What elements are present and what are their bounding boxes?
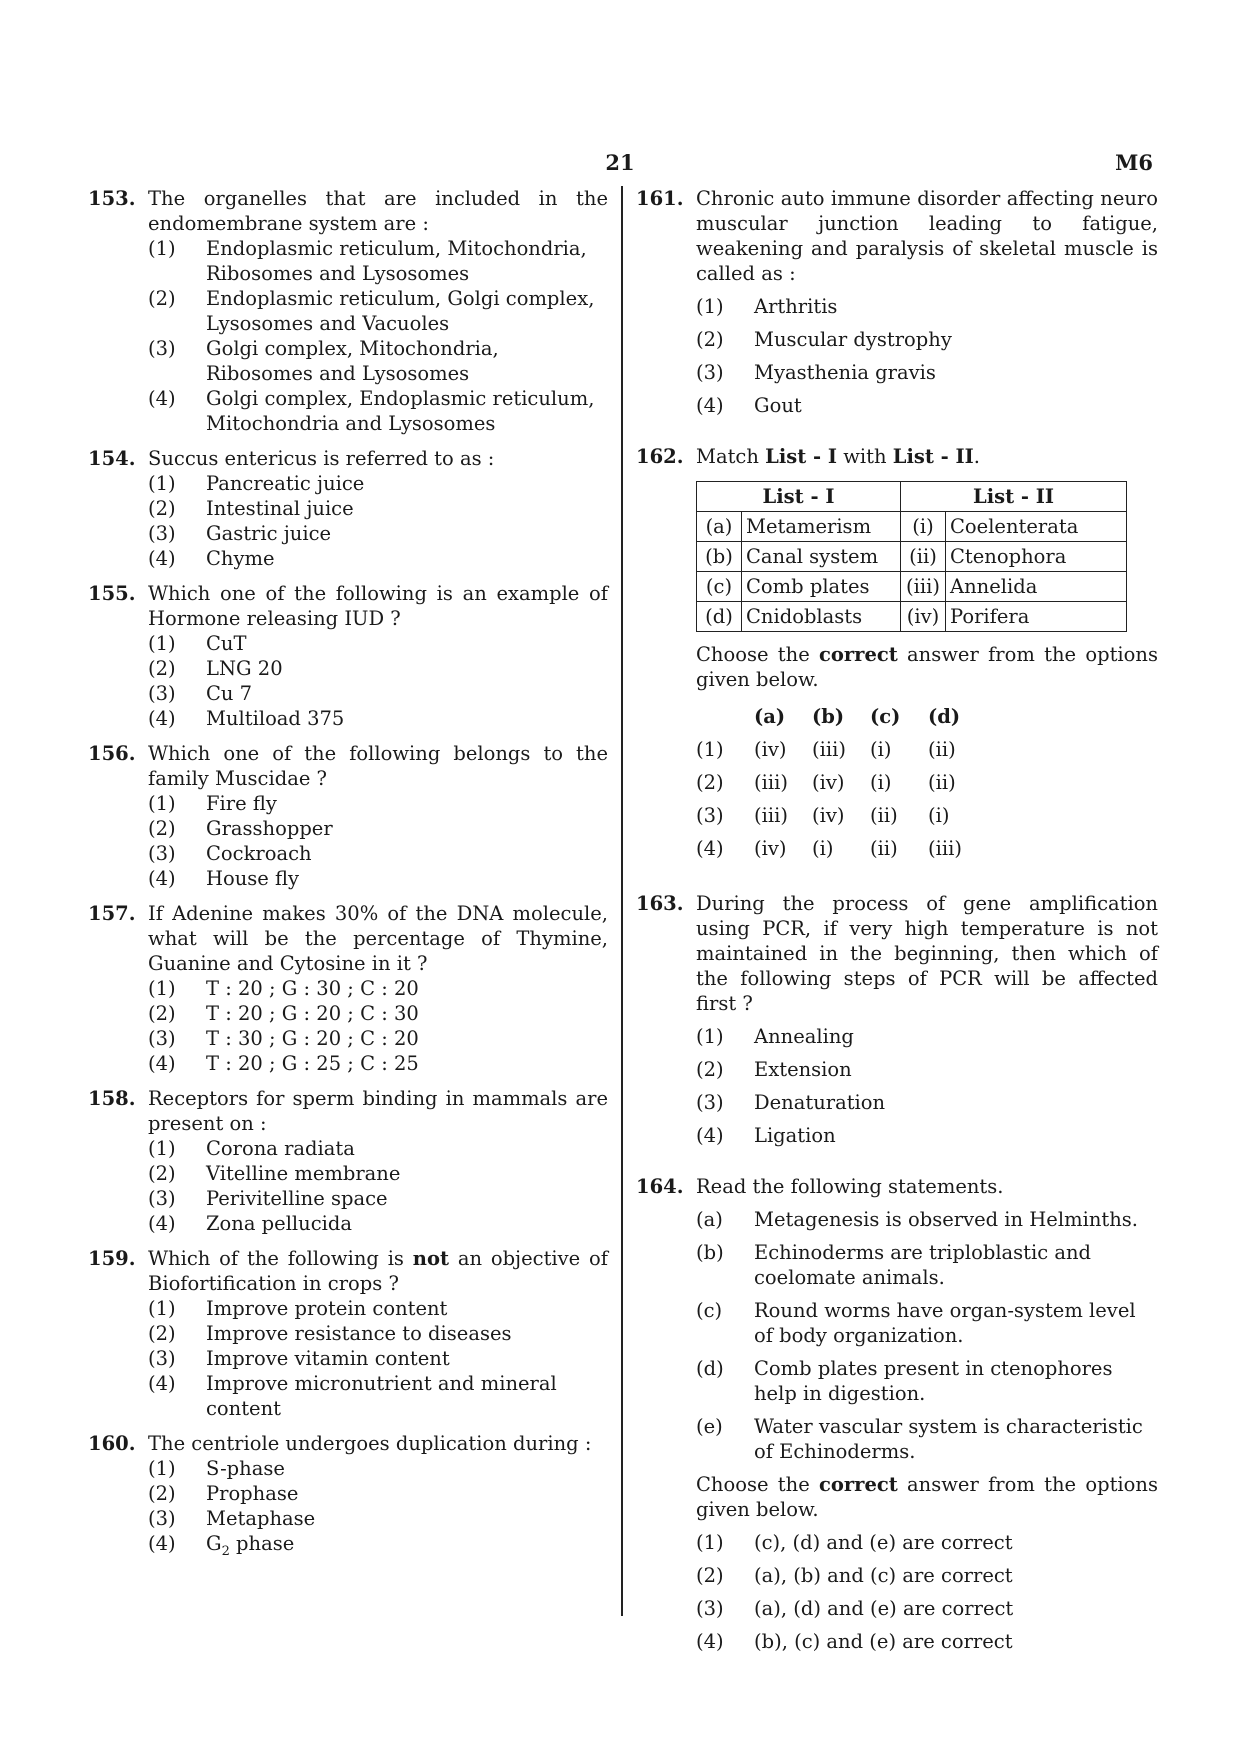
list-2-item: Ctenophora	[946, 542, 1127, 572]
option	[148, 1211, 608, 1236]
option-number: (2)	[148, 497, 176, 520]
option-number: (2)	[696, 1564, 724, 1587]
option-text: Denaturation	[754, 1091, 886, 1114]
option-number: (4)	[696, 1124, 724, 1147]
option	[148, 546, 608, 571]
option-text: Improve micronutrient and mineral content	[206, 1372, 557, 1420]
option	[148, 1321, 608, 1346]
option	[148, 1001, 608, 1026]
list-1-item: Comb plates	[742, 572, 901, 602]
question-162	[636, 444, 1158, 865]
option-number: (3)	[696, 1091, 724, 1114]
statement-text: Metagenesis is observed in Helminths.	[754, 1208, 1138, 1231]
option	[148, 1531, 608, 1559]
question-text: The organelles that are included in the endomembrane system are :	[148, 187, 608, 235]
question-text-part: an objective of Biofortification in crops ?	[148, 1247, 608, 1295]
option-number: (2)	[696, 1058, 724, 1081]
list-1-item: Canal system	[742, 542, 901, 572]
option	[696, 1090, 1158, 1115]
answer-cell: (iv)	[754, 738, 787, 761]
option	[148, 286, 608, 336]
statement-label: (d)	[696, 1357, 724, 1380]
option-text: (c), (d) and (e) are correct	[754, 1531, 1013, 1554]
option-number: (1)	[148, 237, 176, 260]
option-text: LNG 20	[206, 657, 283, 680]
list-1-item: Metamerism	[742, 512, 901, 542]
option	[148, 336, 608, 386]
option	[696, 1530, 1158, 1555]
option-text: Endoplasmic reticulum, Mitochondria, Ribosomes and Lysosomes	[206, 237, 587, 285]
answer-cell: (ii)	[928, 738, 956, 761]
option-number: (2)	[148, 287, 176, 310]
option	[696, 393, 1158, 418]
emphasis-text: correct	[819, 643, 898, 666]
subscript: 2	[221, 1543, 230, 1559]
answer-row	[696, 832, 986, 865]
option-text: Prophase	[206, 1482, 299, 1505]
option-text: Arthritis	[754, 295, 838, 318]
list-2-label: (i)	[901, 512, 946, 542]
option-text: Pancreatic juice	[206, 472, 365, 495]
option	[148, 1346, 608, 1371]
answer-cell: (iii)	[812, 738, 846, 761]
option-text	[206, 1531, 608, 1559]
answer-cell: (iv)	[812, 771, 845, 794]
option-number: (3)	[148, 1187, 176, 1210]
list-1-label: (d)	[697, 602, 742, 632]
answer-column-c: (c)	[870, 705, 901, 728]
option-number: (1)	[148, 472, 176, 495]
list-2-item: Annelida	[946, 572, 1127, 602]
answer-row	[696, 733, 986, 766]
option	[148, 1481, 608, 1506]
question-number: 154.	[88, 447, 136, 470]
option-number: (3)	[148, 1027, 176, 1050]
question-number: 155.	[88, 582, 136, 605]
option-number: (2)	[148, 1482, 176, 1505]
option	[148, 706, 608, 731]
table-row	[697, 572, 1127, 602]
statement	[696, 1356, 1158, 1406]
option-number: (2)	[148, 1322, 176, 1345]
list-1-label: (a)	[697, 512, 742, 542]
option-text: Metaphase	[206, 1507, 316, 1530]
question-text-part: Match	[696, 445, 766, 468]
answer-cell: (ii)	[928, 771, 956, 794]
option-text: Fire fly	[206, 792, 277, 815]
option	[148, 841, 608, 866]
question-158	[88, 1086, 608, 1236]
option	[148, 1161, 608, 1186]
question-text	[696, 444, 1158, 469]
option-text: Cu 7	[206, 682, 253, 705]
question-number: 164.	[636, 1175, 684, 1198]
option	[696, 327, 1158, 352]
option-text: Golgi complex, Endoplasmic reticulum, Mitochondria and Lysosomes	[206, 387, 595, 435]
paper-code: M6	[1115, 150, 1153, 175]
option-number: (4)	[148, 1372, 176, 1395]
question-text: During the process of gene amplification using PCR, if very high temperature is not maintained in the beginning, then which of the following steps of PCR will be affected first ?	[696, 892, 1158, 1015]
option	[148, 631, 608, 656]
option-text: House fly	[206, 867, 300, 890]
option-text: Golgi complex, Mitochondria, Ribosomes and Lysosomes	[206, 337, 499, 385]
list-1-header: List - I	[697, 482, 901, 512]
option	[148, 1506, 608, 1531]
option-text: Cockroach	[206, 842, 312, 865]
question-number: 153.	[88, 187, 136, 210]
list-1-label: (c)	[697, 572, 742, 602]
option	[148, 236, 608, 286]
option-number: (2)	[148, 1162, 176, 1185]
answer-cell: (ii)	[870, 837, 898, 860]
option-text: Multiload 375	[206, 707, 345, 730]
instruction-part: answer from the options given below.	[696, 1473, 1158, 1521]
question-number: 157.	[88, 902, 136, 925]
table-header-row	[697, 482, 1127, 512]
question-159	[88, 1246, 608, 1421]
statement	[696, 1414, 1158, 1464]
option-text: (a), (d) and (e) are correct	[754, 1597, 1014, 1620]
column-divider	[621, 186, 623, 1616]
list-2-item: Coelenterata	[946, 512, 1127, 542]
question-text: Chronic auto immune disorder affecting neuro muscular junction leading to fatigue, weakening and paralysis of skeletal muscle is called as :	[696, 187, 1158, 285]
option-number: (1)	[148, 792, 176, 815]
option-text: Perivitelline space	[206, 1187, 388, 1210]
option-text: (b), (c) and (e) are correct	[754, 1630, 1013, 1653]
option	[696, 360, 1158, 385]
option	[148, 1456, 608, 1481]
option-number: (1)	[148, 1137, 176, 1160]
option	[696, 294, 1158, 319]
answer-cell: (i)	[870, 771, 892, 794]
option-text: Extension	[754, 1058, 852, 1081]
option	[696, 1629, 1158, 1654]
option-number: (1)	[148, 977, 176, 1000]
statement-label: (a)	[696, 1208, 723, 1231]
option-number: (4)	[148, 547, 176, 570]
option-number: (1)	[696, 1531, 724, 1554]
question-text: Which one of the following is an example of Hormone releasing IUD ?	[148, 582, 608, 630]
option	[148, 1051, 608, 1076]
option	[148, 976, 608, 1001]
option-number: (4)	[696, 394, 724, 417]
option-text: Endoplasmic reticulum, Golgi complex, Lysosomes and Vacuoles	[206, 287, 595, 335]
answer-column-d: (d)	[928, 705, 961, 728]
answer-cell: (iv)	[754, 837, 787, 860]
option-number: (4)	[148, 1532, 176, 1555]
option-number: (3)	[696, 361, 724, 384]
answer-options-table	[696, 700, 986, 865]
option	[148, 521, 608, 546]
option	[148, 1371, 608, 1421]
option-text: Zona pellucida	[206, 1212, 352, 1235]
question-text: Succus entericus is referred to as :	[148, 447, 495, 470]
answer-cell: (iv)	[812, 804, 845, 827]
option-text: CuT	[206, 632, 247, 655]
list-1-item: Cnidoblasts	[742, 602, 901, 632]
list-2-header: List - II	[901, 482, 1127, 512]
option-text: Grasshopper	[206, 817, 333, 840]
question-number: 162.	[636, 445, 684, 468]
option	[148, 656, 608, 681]
answer-cell: (i)	[812, 837, 834, 860]
answer-cell: (iii)	[754, 804, 788, 827]
list-2-label: (iv)	[901, 602, 946, 632]
page-number: 21	[605, 150, 635, 175]
emphasis-text: List - I	[765, 445, 838, 468]
table-row	[697, 542, 1127, 572]
instruction-part: Choose the	[696, 1473, 820, 1496]
instruction-part: Choose the	[696, 643, 820, 666]
option	[148, 816, 608, 841]
option-number: (3)	[696, 1597, 724, 1620]
statement-label: (e)	[696, 1415, 723, 1438]
list-2-item: Porifera	[946, 602, 1127, 632]
statement-text: Water vascular system is characteristic of Echinoderms.	[754, 1415, 1143, 1463]
option-text: Chyme	[206, 547, 275, 570]
option-number: (2)	[696, 328, 724, 351]
option	[696, 1024, 1158, 1049]
option-number: (4)	[148, 1052, 176, 1075]
option-text: Vitelline membrane	[206, 1162, 401, 1185]
option	[148, 1186, 608, 1211]
question-number: 156.	[88, 742, 136, 765]
right-column	[636, 186, 1158, 1654]
option-number: (3)	[696, 804, 724, 827]
option-text: T : 20 ; G : 20 ; C : 30	[206, 1002, 419, 1025]
list-2-label: (ii)	[901, 542, 946, 572]
table-row	[697, 602, 1127, 632]
subscript-base: G	[206, 1532, 222, 1555]
list-1-label: (b)	[697, 542, 742, 572]
option-number: (3)	[148, 522, 176, 545]
option-text: Intestinal juice	[206, 497, 354, 520]
option	[696, 1123, 1158, 1148]
option	[148, 866, 608, 891]
option-number: (1)	[696, 1025, 724, 1048]
option-text: T : 20 ; G : 25 ; C : 25	[206, 1052, 419, 1075]
question-text-part: Which of the following is	[148, 1247, 413, 1270]
option-number: (4)	[148, 867, 176, 890]
question-160	[88, 1431, 608, 1559]
question-text: The centriole undergoes duplication during :	[148, 1432, 592, 1455]
option-text: T : 30 ; G : 20 ; C : 20	[206, 1027, 419, 1050]
option-text: Improve vitamin content	[206, 1347, 450, 1370]
question-text: If Adenine makes 30% of the DNA molecule, what will be the percentage of Thymine, Guanine and Cytosine in it ?	[148, 902, 608, 975]
question-number: 161.	[636, 187, 684, 210]
option	[148, 471, 608, 496]
statement	[696, 1240, 1158, 1290]
emphasis-text: not	[412, 1247, 449, 1270]
option	[696, 1596, 1158, 1621]
question-155	[88, 581, 608, 731]
question-161	[636, 186, 1158, 418]
answer-row	[696, 799, 986, 832]
emphasis-text: List - II	[892, 445, 974, 468]
choose-instruction	[696, 1472, 1158, 1522]
answer-column-b: (b)	[812, 705, 845, 728]
question-number: 159.	[88, 1247, 136, 1270]
option-text-part: phase	[229, 1532, 295, 1555]
list-2-label: (iii)	[901, 572, 946, 602]
question-153	[88, 186, 608, 436]
answer-cell: (i)	[870, 738, 892, 761]
option	[148, 1136, 608, 1161]
option-number: (2)	[148, 817, 176, 840]
option-text: Myasthenia gravis	[754, 361, 936, 384]
statement-label: (b)	[696, 1241, 724, 1264]
left-column	[88, 186, 608, 1559]
question-text: Read the following statements.	[696, 1175, 1004, 1198]
question-157	[88, 901, 608, 1076]
option-number: (3)	[148, 842, 176, 865]
option-text: Gout	[754, 394, 802, 417]
question-154	[88, 446, 608, 571]
answer-cell: (iii)	[928, 837, 962, 860]
option-number: (2)	[696, 771, 724, 794]
option-number: (4)	[148, 707, 176, 730]
option-number: (1)	[696, 738, 724, 761]
option	[148, 496, 608, 521]
question-164	[636, 1174, 1158, 1654]
option-text: Muscular dystrophy	[754, 328, 952, 351]
answer-cell: (iii)	[754, 771, 788, 794]
question-text	[148, 1246, 608, 1296]
question-163	[636, 891, 1158, 1148]
statement-text: Echinoderms are triploblastic and coelomate animals.	[754, 1241, 1092, 1289]
statement	[696, 1298, 1158, 1348]
statement	[696, 1207, 1158, 1232]
option	[148, 386, 608, 436]
option-number: (1)	[148, 1457, 176, 1480]
question-text: Which one of the following belongs to the family Muscidae ?	[148, 742, 608, 790]
instruction-part: answer from the options given below.	[696, 643, 1158, 691]
option	[148, 1296, 608, 1321]
option-text: S-phase	[206, 1457, 285, 1480]
answer-cell: (i)	[928, 804, 950, 827]
option-number: (4)	[696, 1630, 724, 1653]
option-number: (1)	[148, 1297, 176, 1320]
option-text: Annealing	[754, 1025, 854, 1048]
question-number: 158.	[88, 1087, 136, 1110]
option-number: (3)	[148, 682, 176, 705]
answer-header-row	[696, 700, 986, 733]
option-number: (3)	[148, 337, 176, 360]
option-text: (a), (b) and (c) are correct	[754, 1564, 1013, 1587]
option-number: (4)	[148, 387, 176, 410]
option-number: (2)	[148, 657, 176, 680]
option	[696, 1563, 1158, 1588]
option-text: Gastric juice	[206, 522, 332, 545]
statement-label: (c)	[696, 1299, 723, 1322]
table-row	[697, 512, 1127, 542]
option-text: T : 20 ; G : 30 ; C : 20	[206, 977, 419, 1000]
question-text-part: .	[973, 445, 980, 468]
option-number: (4)	[696, 837, 724, 860]
option	[148, 1026, 608, 1051]
question-text: Receptors for sperm binding in mammals are present on :	[148, 1087, 608, 1135]
option-number: (3)	[148, 1347, 176, 1370]
option-number: (1)	[696, 295, 724, 318]
question-number: 160.	[88, 1432, 136, 1455]
option-text: Ligation	[754, 1124, 836, 1147]
match-table	[696, 481, 1127, 632]
answer-row	[696, 766, 986, 799]
question-156	[88, 741, 608, 891]
option	[696, 1057, 1158, 1082]
question-text-part: with	[837, 445, 893, 468]
statement-text: Round worms have organ-system level of body organization.	[754, 1299, 1136, 1347]
option-number: (2)	[148, 1002, 176, 1025]
option-number: (1)	[148, 632, 176, 655]
option-text: Improve protein content	[206, 1297, 448, 1320]
option-text: Improve resistance to diseases	[206, 1322, 512, 1345]
option	[148, 791, 608, 816]
option-text: Corona radiata	[206, 1137, 355, 1160]
emphasis-text: correct	[819, 1473, 898, 1496]
answer-cell: (ii)	[870, 804, 898, 827]
option-number: (4)	[148, 1212, 176, 1235]
answer-column-a: (a)	[754, 705, 786, 728]
option-number: (3)	[148, 1507, 176, 1530]
question-number: 163.	[636, 892, 684, 915]
choose-instruction	[696, 642, 1158, 692]
statement-text: Comb plates present in ctenophores help in digestion.	[754, 1357, 1113, 1405]
option	[148, 681, 608, 706]
